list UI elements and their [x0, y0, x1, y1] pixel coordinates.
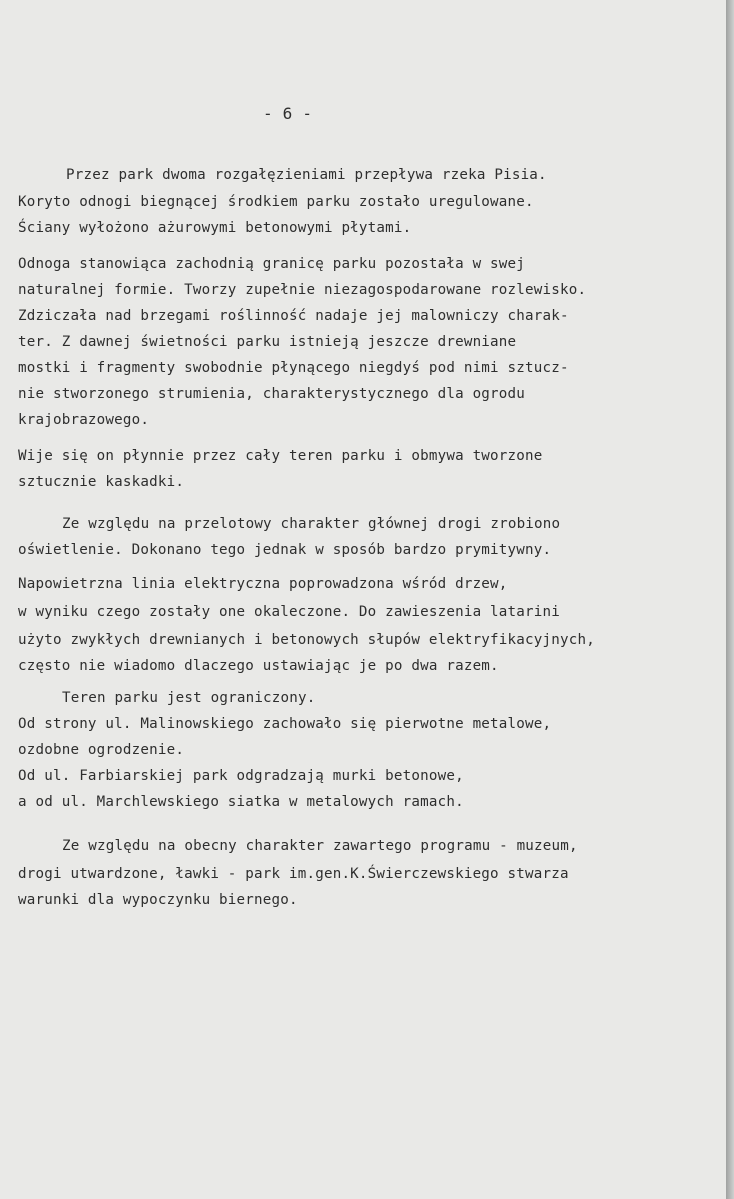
- text-line: Ze względu na przelotowy charakter głównej drogi zrobiono: [62, 516, 561, 532]
- page-edge: [726, 0, 734, 1199]
- text-line: Ze względu na obecny charakter zawartego programu - muzeum,: [62, 838, 578, 854]
- text-line: Teren parku jest ograniczony.: [62, 690, 316, 706]
- text-line: ter. Z dawnej świetności parku istnieją jeszcze drewniane: [18, 334, 517, 350]
- text-line: użyto zwykłych drewnianych i betonowych słupów elektryfikacyjnych,: [18, 632, 595, 648]
- text-line: w wyniku czego zostały one okaleczone. Do zawieszenia latarini: [18, 604, 560, 620]
- text-line: ozdobne ogrodzenie.: [18, 742, 185, 758]
- text-line: nie stworzonego strumienia, charakterystycznego dla ogrodu: [18, 386, 526, 402]
- text-line: oświetlenie. Dokonano tego jednak w sposób bardzo prymitywny.: [18, 542, 552, 558]
- page-number: - 6 -: [263, 104, 313, 123]
- text-line: Napowietrzna linia elektryczna poprowadzona wśród drzew,: [18, 576, 508, 592]
- text-line: naturalnej formie. Tworzy zupełnie niezagospodarowane rozlewisko.: [18, 282, 587, 298]
- text-line: krajobrazowego.: [18, 412, 150, 428]
- text-line: Przez park dwoma rozgałęzieniami przepływa rzeka Pisia.: [66, 167, 547, 183]
- text-line: mostki i fragmenty swobodnie płynącego niegdyś pod nimi sztucz-: [18, 360, 569, 376]
- text-line: drogi utwardzone, ławki - park im.gen.K.Świerczewskiego stwarza: [18, 866, 569, 882]
- text-line: Koryto odnogi biegnącej środkiem parku zostało uregulowane.: [18, 194, 534, 210]
- text-line: Ściany wyłożono ażurowymi betonowymi płytami.: [18, 220, 412, 236]
- text-line: warunki dla wypoczynku biernego.: [18, 892, 298, 908]
- text-line: Wije się on płynnie przez cały teren parku i obmywa tworzone: [18, 448, 543, 464]
- text-line: Od strony ul. Malinowskiego zachowało się pierwotne metalowe,: [18, 716, 552, 732]
- text-line: Odnoga stanowiąca zachodnią granicę parku pozostała w swej: [18, 256, 526, 272]
- text-line: a od ul. Marchlewskiego siatka w metalowych ramach.: [18, 794, 464, 810]
- text-line: często nie wiadomo dlaczego ustawiając je po dwa razem.: [18, 658, 499, 674]
- text-line: Od ul. Farbiarskiej park odgradzają murki betonowe,: [18, 768, 464, 784]
- text-line: sztucznie kaskadki.: [18, 474, 185, 490]
- text-line: Zdziczała nad brzegami roślinność nadaje jej malowniczy charak-: [18, 308, 569, 324]
